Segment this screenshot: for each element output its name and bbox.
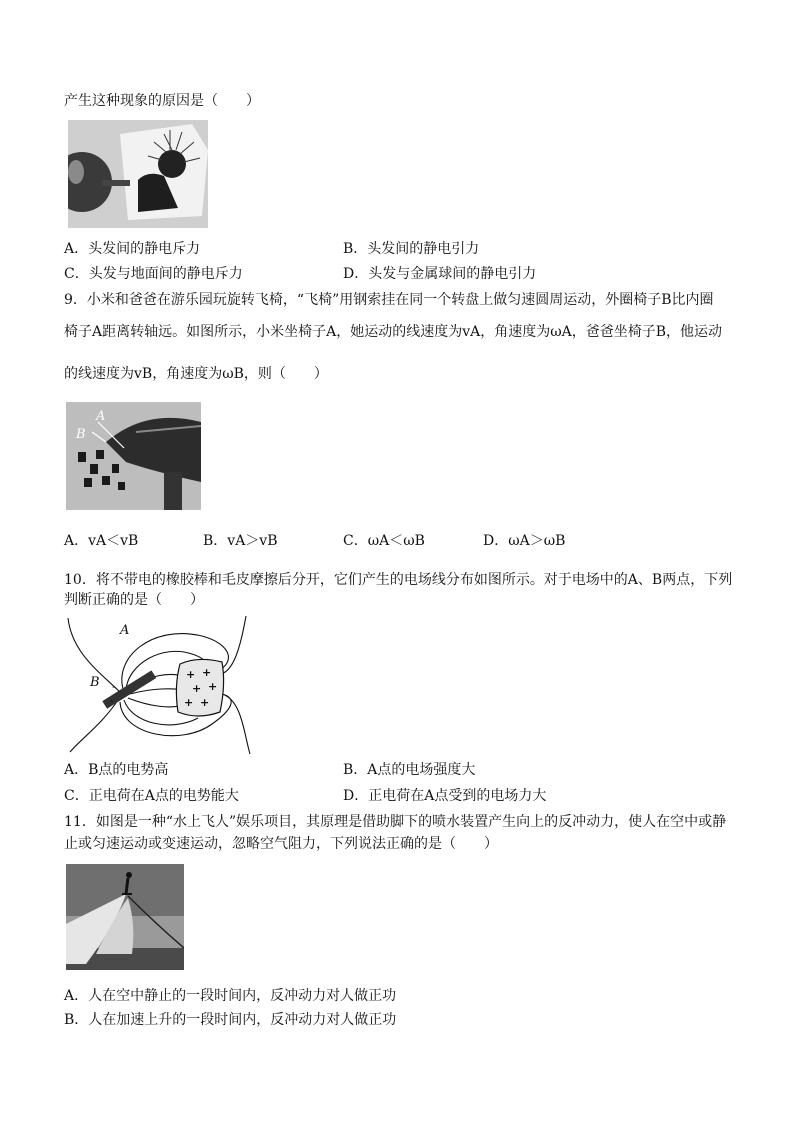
q8-option-b: B．头发间的静电引力 — [343, 241, 480, 257]
q10-figure-label-a: A — [120, 623, 130, 638]
q10-option-c: C．正电荷在A点的电势能大 — [64, 788, 239, 804]
q8-option-a: A．头发间的静电斥力 — [64, 241, 201, 257]
q11-option-a: A．人在空中静止的一段时间内，反冲动力对人做正功 — [64, 988, 397, 1004]
q10-electric-field-diagram — [62, 614, 258, 756]
q9-option-a: A．vA＜vB — [64, 533, 139, 549]
q11-stem-line1: 11．如图是一种“水上飞人”娱乐项目，其原理是借助脚下的喷水装置产生向上的反冲动力，使人在空中或静 — [64, 814, 727, 830]
q9-figure-label-b: B — [76, 427, 86, 442]
q8-option-d: D．头发与金属球间的静电引力 — [343, 266, 537, 282]
q9-stem-line3: 的线速度为vB，角速度为ωB，则（ ） — [64, 366, 328, 382]
svg-text:+: + — [184, 696, 194, 709]
svg-text:+: + — [202, 666, 212, 679]
q10-stem-line1: 10．将不带电的橡胶棒和毛皮摩擦后分开，它们产生的电场线分布如图所示。对于电场中的A、B两点，下列 — [64, 572, 733, 588]
q11-option-b: B．人在加速上升的一段时间内，反冲动力对人做正功 — [64, 1012, 397, 1028]
q10-figure-label-b: B — [90, 675, 100, 690]
q10-option-b: B．A点的电场强度大 — [343, 762, 476, 778]
q11-stem-line2: 止或匀速运动或变速运动，忽略空气阻力，下列说法正确的是（ ） — [64, 836, 498, 852]
q8-option-c: C．头发与地面间的静电斥力 — [64, 266, 243, 282]
svg-text:-: - — [110, 696, 114, 707]
q8-stem: 产生这种现象的原因是（ ） — [64, 93, 260, 109]
q10-option-a: A．B点的电势高 — [64, 762, 169, 778]
q11-photo-water-flyer — [66, 864, 184, 970]
svg-text:+: + — [186, 668, 196, 681]
svg-text:+: + — [192, 682, 202, 695]
svg-text:+: + — [208, 680, 218, 693]
svg-text:-: - — [112, 682, 116, 693]
q9-stem-line1: 9．小米和爸爸在游乐园玩旋转飞椅，“飞椅”用钢索挂在同一个转盘上做匀速圆周运动，外圈椅子B比内圈 — [64, 292, 714, 308]
svg-text:-: - — [118, 686, 122, 697]
q9-option-d: D．ωA＞ωB — [483, 533, 566, 549]
q8-photo-metal-sphere — [68, 120, 208, 228]
svg-text:+: + — [200, 696, 210, 709]
q10-option-d: D．正电荷在A点受到的电场力大 — [343, 788, 547, 804]
q9-option-b: B．vA＞vB — [203, 533, 278, 549]
q9-figure-label-a: A — [96, 409, 106, 424]
q9-option-c: C．ωA＜ωB — [343, 533, 425, 549]
q10-stem-line2: 判断正确的是（ ） — [64, 592, 204, 608]
q9-photo-swing-ride — [66, 402, 201, 510]
q9-stem-line2: 椅子A距离转轴远。如图所示，小米坐椅子A，她运动的线速度为vA，角速度为ωA，爸爸坐椅子B，他运动 — [64, 324, 723, 340]
